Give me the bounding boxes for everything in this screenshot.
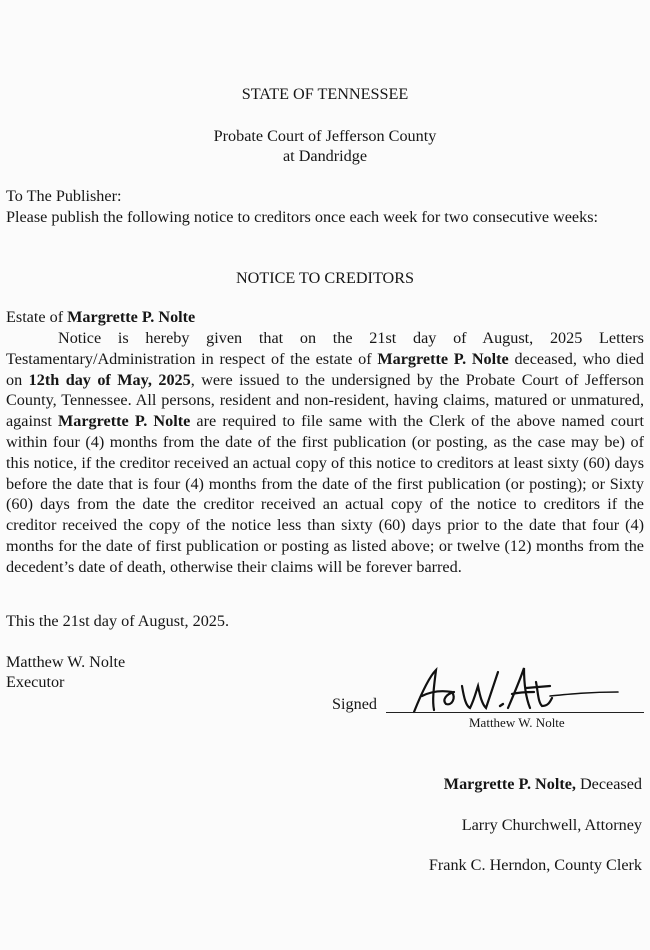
notice-text-3: , were issued to the undersigned by the Probate Court of Jefferson County, Tennessee. All persons, resident and non-resident, having claims, matured or unmatured, against — [6, 370, 645, 431]
court-location: at Dandridge — [282, 147, 368, 165]
death-date: 12th day of May, 2025 — [28, 370, 191, 389]
estate-decedent-name: Margrette P. Nolte — [67, 308, 196, 326]
signed-label: Signed — [332, 695, 377, 713]
state-heading: STATE OF TENNESSEE — [241, 85, 409, 103]
executor-name: Matthew W. Nolte — [6, 653, 126, 671]
notice-text-4: are required to file same with the Clerk of the above named court within four (4) months from the date of the first publication (or posting, as the case may be) of this notice, if the creditor received an actual copy of this notice to creditors at least sixty (60) days before the date that is four (4) months from the date of the first publication (or posting); or Sixty (60) days from the date the creditor received an actual copy of the notice to creditors if the creditor received the copy of the notice less than sixty (60) days prior to the date that four (4) months for the date of first publication or posting as listed above; or twelve (12) months from the decedent’s date of death, otherwise their claims will be forever barred. — [6, 412, 645, 576]
estate-prefix: Estate of — [6, 308, 64, 326]
notice-body — [6, 328, 644, 578]
notice-title: NOTICE TO CREDITORS — [235, 269, 415, 287]
notice-text-1: Notice is hereby given that on the 21st day of August, 2025 Letters Testamentary/Administration in respect of the estate of — [6, 329, 644, 368]
notice-text-2: deceased, who died on — [6, 349, 645, 389]
executor-role: Executor — [6, 673, 65, 691]
attorney-line: Larry Churchwell, Attorney — [461, 816, 642, 834]
court-name: Probate Court of Jefferson County — [213, 127, 437, 145]
footer-deceased-label: Deceased — [575, 775, 642, 793]
footer-decedent — [444, 774, 642, 795]
decedent-name-2: Margrette P. Nolte — [58, 412, 191, 431]
publisher-instruction: Please publish the following notice to creditors once each week for two consecutive weeks: — [6, 208, 599, 226]
signature-image — [400, 662, 630, 722]
signer-printed-name: Matthew W. Nolte — [469, 715, 565, 730]
estate-line — [6, 307, 644, 328]
publisher-salutation: To The Publisher: — [6, 187, 122, 205]
signature-line — [386, 712, 644, 713]
footer-decedent-name: Margrette P. Nolte, — [443, 775, 576, 793]
dated-line: This the 21st day of August, 2025. — [6, 612, 230, 630]
decedent-name-1: Margrette P. Nolte — [377, 349, 509, 368]
clerk-line: Frank C. Herndon, County Clerk — [428, 856, 642, 874]
